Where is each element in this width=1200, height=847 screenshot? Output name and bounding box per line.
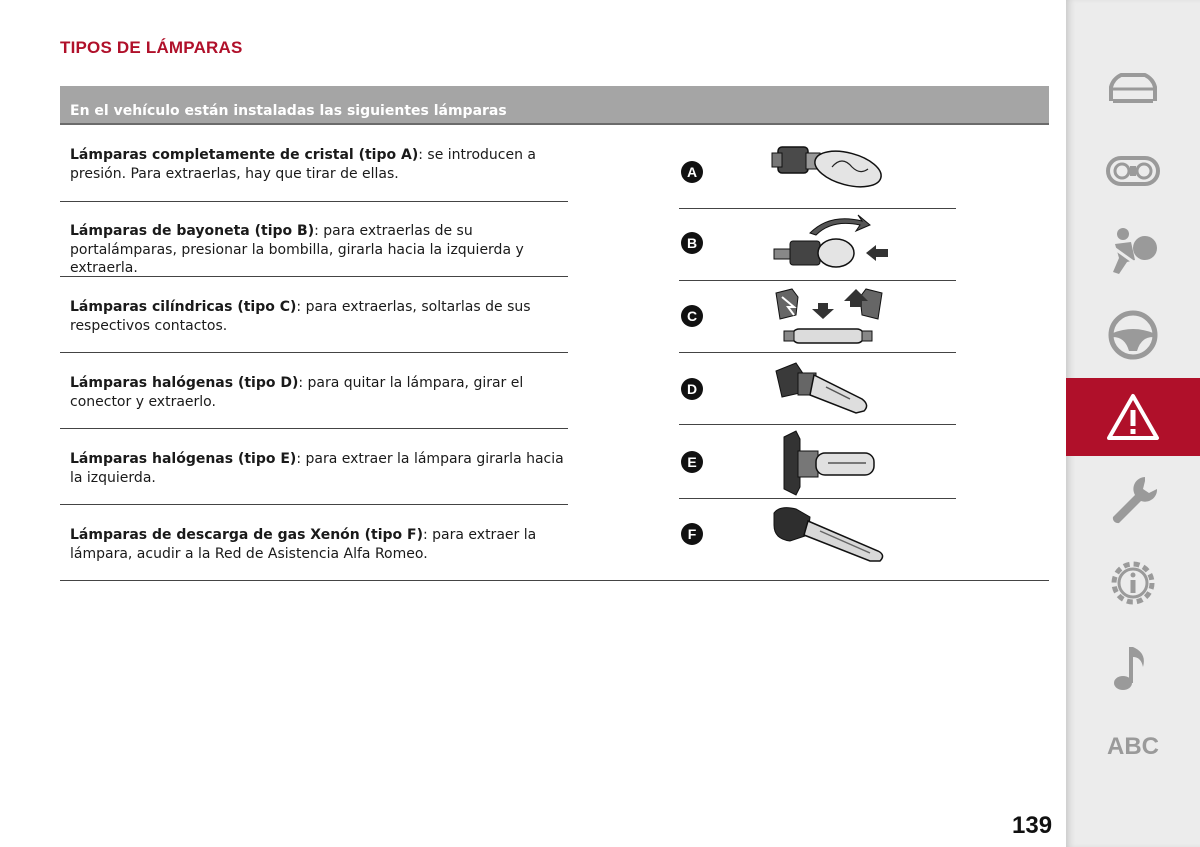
table-bottom-rule	[60, 580, 1049, 581]
row-text-f	[70, 526, 570, 563]
row-title-c: Lámparas cilíndricas (tipo C)	[70, 299, 297, 315]
sidebar-item-specifications[interactable]	[1066, 544, 1200, 622]
row-title-e: Lámparas halógenas (tipo E)	[70, 451, 297, 467]
badge-e: E	[681, 451, 703, 473]
badge-b: B	[681, 232, 703, 254]
wrench-icon	[1105, 473, 1161, 529]
chapter-sidebar	[1066, 0, 1200, 847]
badge-f: F	[681, 523, 703, 545]
row-divider	[679, 280, 956, 281]
row-desc-b: : para extraerlas de su portalámparas, presionar la bombilla, girarla hacia la izquierda y extraerla.	[70, 223, 524, 276]
row-title-a: Lámparas completamente de cristal (tipo A)	[70, 147, 419, 163]
page-number: 139	[1012, 812, 1053, 839]
music-note-icon	[1105, 639, 1161, 695]
row-divider	[679, 424, 956, 425]
row-desc-c: : para extraerlas, soltarlas de sus respectivos contactos.	[70, 299, 531, 334]
row-text-c	[70, 298, 570, 335]
table-header: En el vehículo están instaladas las siguientes lámparas	[60, 86, 1049, 125]
row-desc-f: : para extraer la lámpara, acudir a la Red de Asistencia Alfa Romeo.	[70, 527, 537, 562]
sidebar-item-emergency[interactable]	[1066, 378, 1200, 456]
row-title-d: Lámparas halógenas (tipo D)	[70, 375, 299, 391]
car-icon	[1105, 67, 1161, 107]
row-divider	[60, 201, 568, 202]
row-divider	[60, 276, 568, 277]
halogen-bulb-e-icon	[770, 429, 890, 497]
sidebar-item-car[interactable]	[1066, 48, 1200, 126]
row-divider	[679, 208, 956, 209]
xenon-bulb-icon	[770, 503, 890, 567]
badge-d: D	[681, 378, 703, 400]
warning-triangle-icon	[1105, 392, 1161, 442]
row-desc-e: : para extraer la lámpara girarla hacia la izquierda.	[70, 451, 564, 486]
sidebar-item-index[interactable]	[1066, 708, 1200, 786]
row-desc-a: : se introducen a presión. Para extraerlas, hay que tirar de ellas.	[70, 147, 536, 182]
bayonet-bulb-icon	[770, 213, 890, 275]
sidebar-item-maintenance[interactable]	[1066, 462, 1200, 540]
row-text-e	[70, 450, 570, 487]
row-divider	[60, 352, 568, 353]
sidebar-item-driving[interactable]	[1066, 296, 1200, 374]
seatbelt-airbag-icon	[1105, 226, 1161, 276]
row-divider	[679, 352, 956, 353]
festoon-bulb-icon	[770, 285, 890, 349]
row-divider	[60, 504, 568, 505]
row-desc-d: : para quitar la lámpara, girar el conector y extraerlo.	[70, 375, 524, 410]
row-divider	[60, 428, 568, 429]
row-title-f: Lámparas de descarga de gas Xenón (tipo F)	[70, 527, 423, 543]
row-text-b	[70, 222, 570, 278]
row-title-b: Lámparas de bayoneta (tipo B)	[70, 223, 315, 239]
row-text-d	[70, 374, 570, 411]
page-title: TIPOS DE LÁMPARAS	[60, 38, 243, 57]
glass-wedge-bulb-icon	[770, 139, 890, 199]
row-divider	[679, 498, 956, 499]
lamp-types-table	[60, 86, 1049, 581]
badge-a: A	[681, 161, 703, 183]
abc-index-label: ABC	[1107, 733, 1159, 760]
steering-wheel-icon	[1105, 307, 1161, 363]
sidebar-item-dashboard[interactable]	[1066, 132, 1200, 210]
row-text-a	[70, 146, 570, 183]
info-gear-icon	[1105, 555, 1161, 611]
dashboard-gauges-icon	[1105, 151, 1161, 191]
sidebar-item-safety[interactable]	[1066, 212, 1200, 290]
sidebar-item-multimedia[interactable]	[1066, 628, 1200, 706]
halogen-bulb-d-icon	[770, 359, 890, 421]
badge-c: C	[681, 305, 703, 327]
